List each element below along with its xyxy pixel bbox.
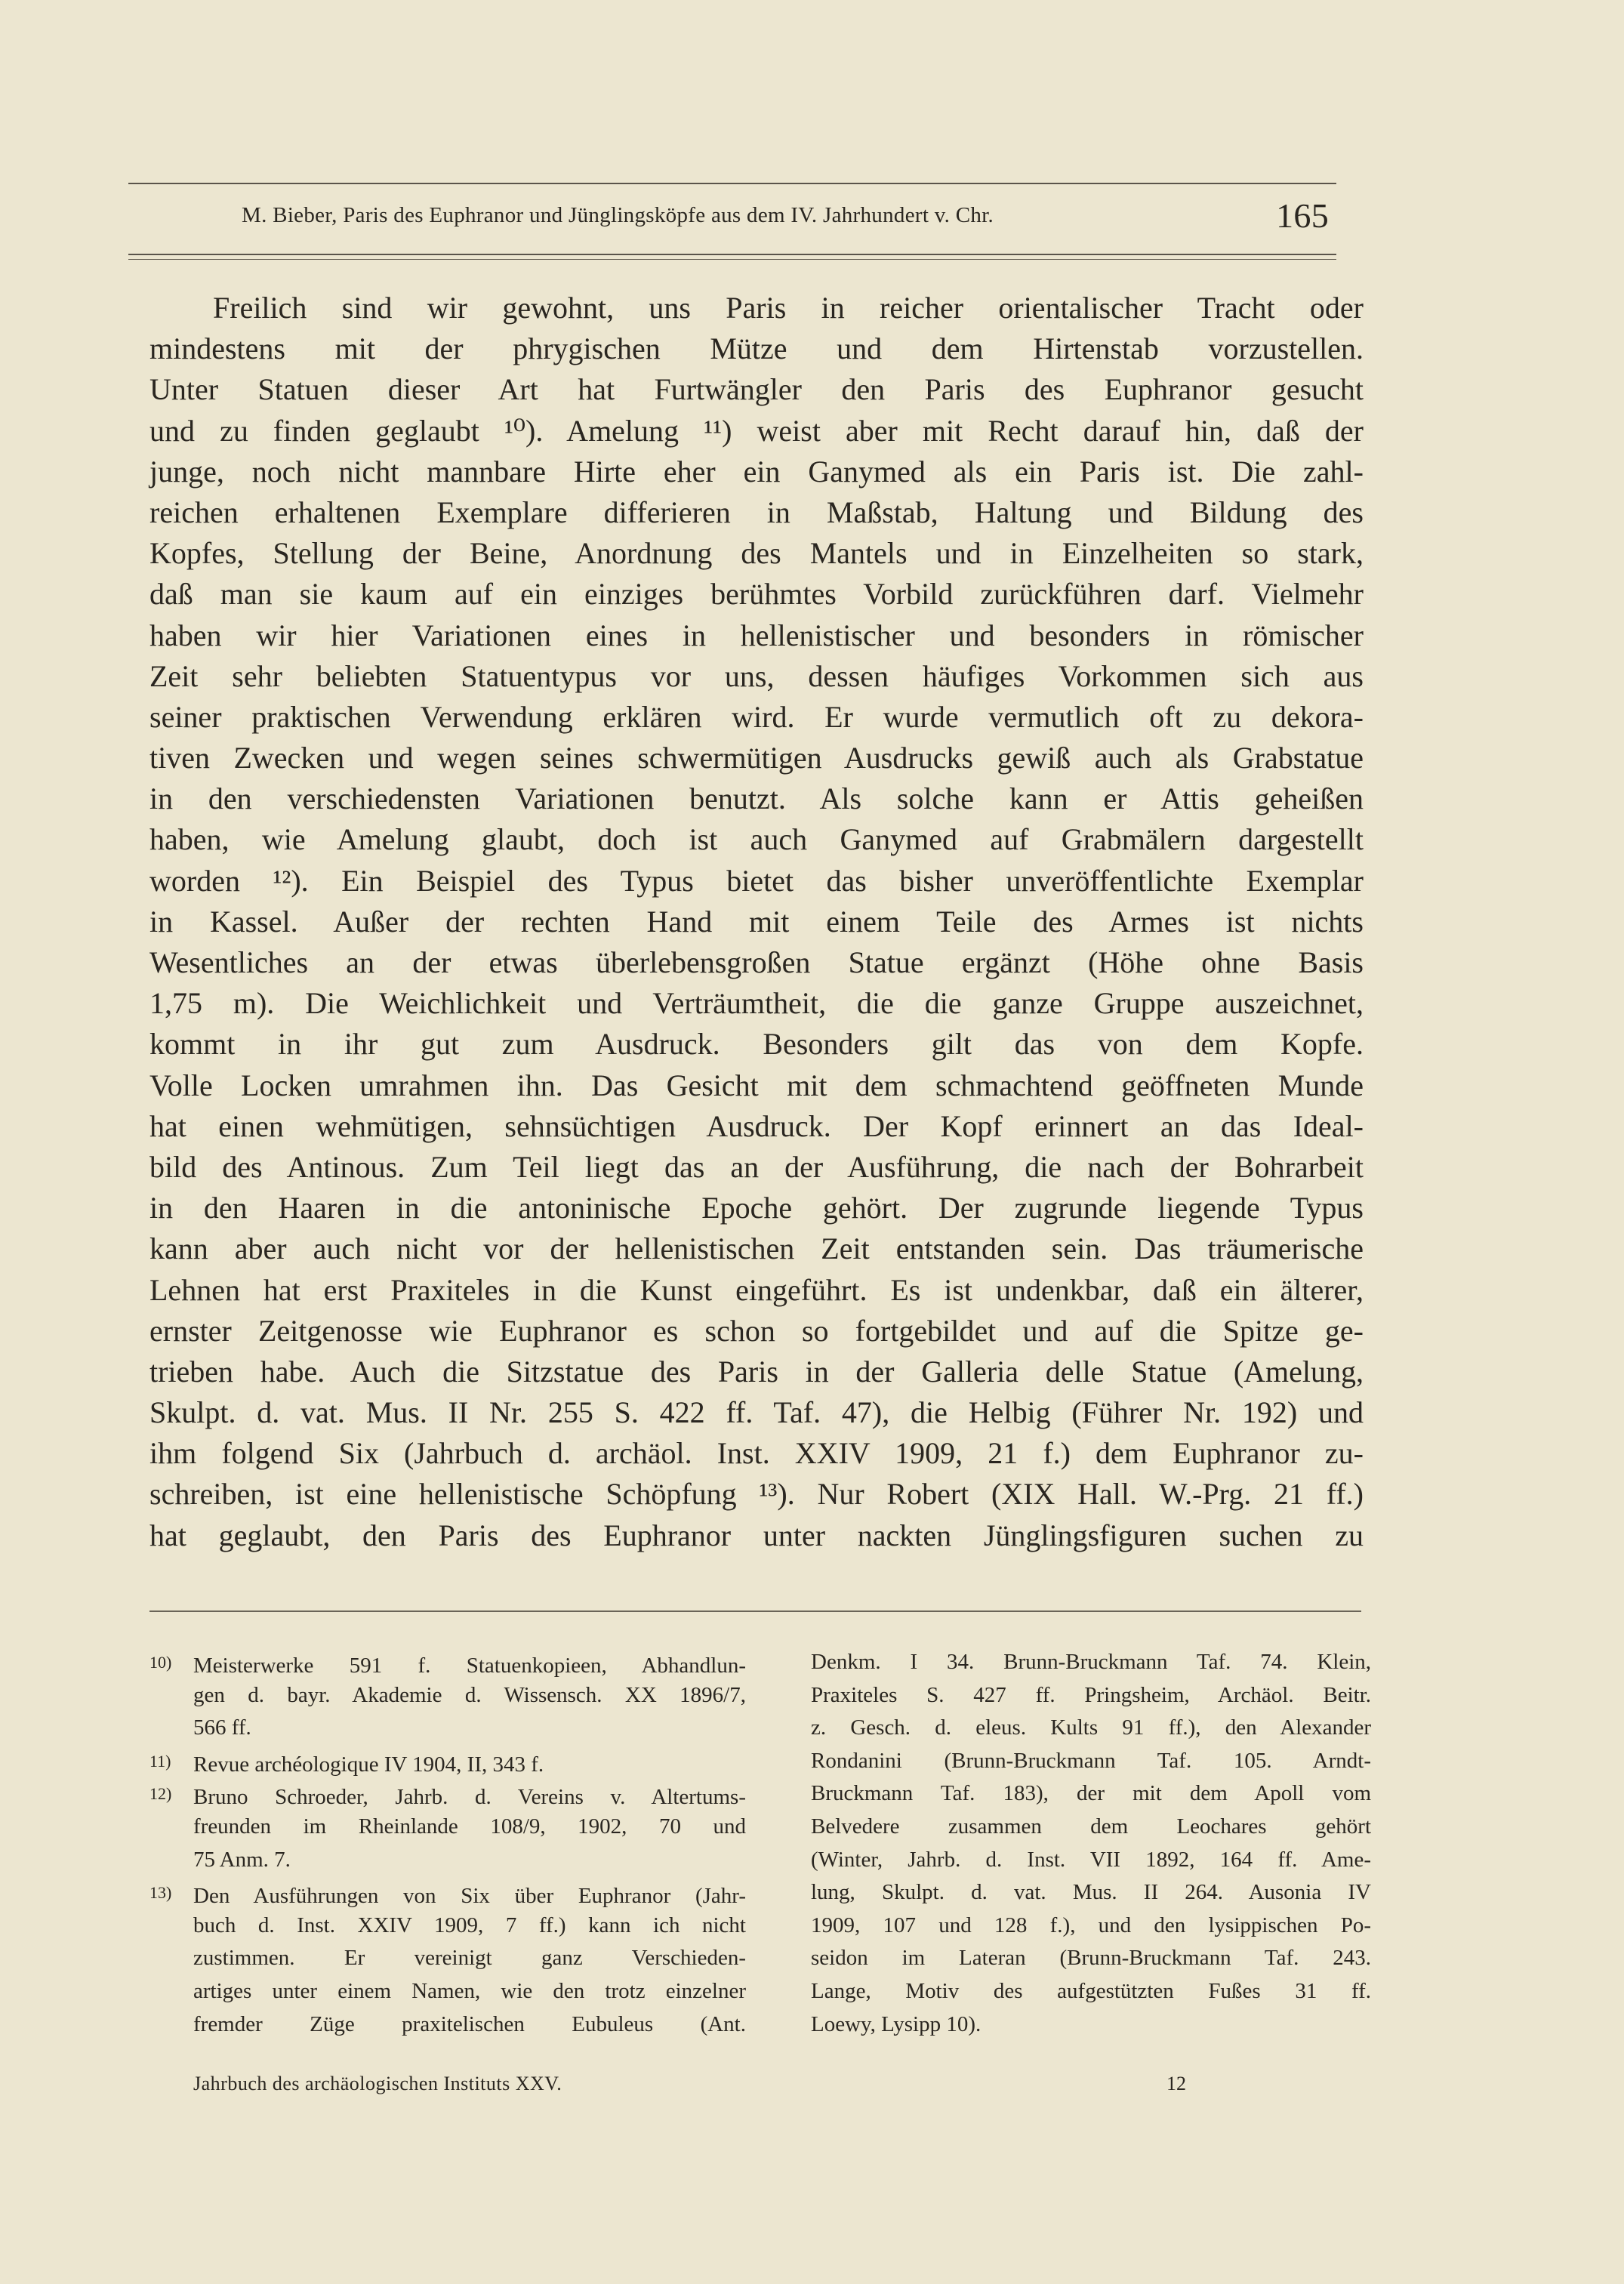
- footnote-line: [149, 1712, 746, 1745]
- text-line: haben wir hier Variationen eines in hellenistischer und besonders in römischer: [149, 618, 1364, 652]
- footnote-line: 1909, 107 und 128 f.), und den lysippischen Po-: [811, 1913, 1371, 1937]
- journal-footer: Jahrbuch des archäologischen Instituts XXV.: [193, 2073, 562, 2094]
- footnote-text: freunden im Rheinlande 108/9, 1902, 70 und: [193, 1814, 746, 1839]
- footnote-text: Meisterwerke 591 f. Statuenkopieen, Abhandlun-: [193, 1654, 746, 1678]
- text-line: mindestens mit der phrygischen Mütze und dem Hirtenstab vorzustellen.: [149, 331, 1364, 366]
- text-line: reichen erhaltenen Exemplare differieren in Maßstab, Haltung und Bildung des: [149, 495, 1364, 529]
- text-line: in den Haaren in die antoninische Epoche gehört. Der zugrunde liegende Typus: [149, 1191, 1364, 1225]
- text-line: Kopfes, Stellung der Beine, Anordnung des Mantels und in Einzelheiten so stark,: [149, 536, 1364, 571]
- footnote-line: Rondanini (Brunn-Bruckmann Taf. 105. Arndt-: [811, 1748, 1371, 1773]
- text-line: 1,75 m). Die Weichlichkeit und Verträumtheit, die die ganze Gruppe auszeichnet,: [149, 986, 1364, 1021]
- text-line: Lehnen hat erst Praxiteles in die Kunst eingeführt. Es ist undenkbar, daß ein älterer,: [149, 1272, 1364, 1307]
- text-line: ihm folgend Six (Jahrbuch d. archäol. Inst. XXIV 1909, 21 f.) dem Euphranor zu-: [149, 1436, 1364, 1471]
- header-rule-bottom-2: [128, 259, 1336, 260]
- footnotes-right-column: [811, 1646, 1371, 2041]
- text-line: seiner praktischen Verwendung erklären wird. Er wurde vermutlich oft zu dekora-: [149, 699, 1364, 734]
- footnote-text: zustimmen. Er vereinigt ganz Verschieden-: [193, 1946, 746, 1971]
- footnote-line: [149, 1909, 746, 1943]
- text-line: ernster Zeitgenosse wie Euphranor es schon so fortgebildet und auf die Spitze ge-: [149, 1313, 1364, 1348]
- footnote-text: buch d. Inst. XXIV 1909, 7 ff.) kann ich nicht: [193, 1913, 746, 1937]
- footnote-line: Praxiteles S. 427 ff. Pringsheim, Archäol. Beitr.: [811, 1682, 1371, 1707]
- footnote-line: z. Gesch. d. eleus. Kults 91 ff.), den Alexander: [811, 1715, 1371, 1740]
- footnote-line: [149, 2008, 746, 2042]
- footnote-marker: 10): [149, 1653, 172, 1672]
- footnote-line: [149, 1942, 746, 1975]
- text-line: Wesentliches an der etwas überlebensgroßen Statue ergänzt (Höhe ohne Basis: [149, 945, 1364, 979]
- footnote-line: Denkm. I 34. Brunn-Bruckmann Taf. 74. Klein,: [811, 1650, 1371, 1674]
- footnote-text: artiges unter einem Namen, wie den trotz einzelner: [193, 1978, 746, 2003]
- text-line: worden ¹²). Ein Beispiel des Typus bietet das bisher unveröffentlichte Exemplar: [149, 863, 1364, 898]
- text-line: Skulpt. d. vat. Mus. II Nr. 255 S. 422 ff. Taf. 47), die Helbig (Führer Nr. 192) und: [149, 1395, 1364, 1430]
- footnote-text: 75 Anm. 7.: [193, 1847, 291, 1872]
- footnote-text: Revue archéologique IV 1904, II, 343 f.: [193, 1752, 544, 1777]
- text-line: Volle Locken umrahmen ihn. Das Gesicht mit dem schmachtend geöffneten Munde: [149, 1068, 1364, 1102]
- footnote-marker: 12): [149, 1784, 172, 1804]
- text-line: daß man sie kaum auf ein einziges berühmtes Vorbild zurückführen darf. Vielmehr: [149, 577, 1364, 612]
- footnote-line: (Winter, Jahrb. d. Inst. VII 1892, 164 ff. Ame-: [811, 1847, 1371, 1872]
- footnotes-left-column: [149, 1646, 746, 2041]
- text-line: hat geglaubt, den Paris des Euphranor unter nackten Jünglingsfiguren suchen zu: [149, 1518, 1364, 1552]
- footnote-text: 566 ff.: [193, 1715, 251, 1740]
- footnote-line: [149, 1679, 746, 1712]
- footnote-line: [149, 1745, 746, 1778]
- footnote-line: Bruckmann Taf. 183), der mit dem Apoll vom: [811, 1781, 1371, 1806]
- running-title: M. Bieber, Paris des Euphranor und Jünglingsköpfe aus dem IV. Jahrhundert v. Chr.: [242, 202, 994, 227]
- footnote-text: Bruno Schroeder, Jahrb. d. Vereins v. Altertums-: [193, 1785, 746, 1810]
- text-line: in den verschiedensten Variationen benutzt. Als solche kann er Attis geheißen: [149, 781, 1364, 816]
- text-line: haben, wie Amelung glaubt, doch ist auch Ganymed auf Grabmälern dargestellt: [149, 822, 1364, 857]
- footnote-text: fremder Züge praxitelischen Eubuleus (Ant.: [193, 2011, 746, 2036]
- text-line: in Kassel. Außer der rechten Hand mit einem Teile des Armes ist nichts: [149, 904, 1364, 939]
- footnote-line: Loewy, Lysipp 10).: [811, 2011, 981, 2036]
- text-line: tiven Zwecken und wegen seines schwermütigen Ausdrucks gewiß auch als Grabstatue: [149, 741, 1364, 775]
- running-header: [128, 189, 1336, 242]
- text-line: bild des Antinous. Zum Teil liegt das an der Ausführung, die nach der Bohrarbeit: [149, 1149, 1364, 1184]
- footnote-text: Den Ausführungen von Six über Euphranor (Jahr-: [193, 1884, 746, 1909]
- header-rule-bottom-1: [128, 254, 1336, 255]
- text-line: Unter Statuen dieser Art hat Furtwängler den Paris des Euphranor gesucht: [149, 372, 1364, 407]
- header-rule-top: [128, 183, 1336, 184]
- text-line: trieben habe. Auch die Sitzstatue des Paris in der Galleria delle Statue (Amelung,: [149, 1354, 1364, 1389]
- footnote-line: seidon im Lateran (Brunn-Bruckmann Taf. 243.: [811, 1946, 1371, 1971]
- footnote-line: Belvedere zusammen dem Leochares gehört: [811, 1814, 1371, 1839]
- footnote-line: lung, Skulpt. d. vat. Mus. II 264. Ausonia IV: [811, 1880, 1371, 1905]
- footnote-line: Lange, Motiv des aufgestützten Fußes 31 ff.: [811, 1978, 1371, 2003]
- text-line: junge, noch nicht mannbare Hirte eher ein Ganymed als ein Paris ist. Die zahl-: [149, 454, 1364, 489]
- text-line: schreiben, ist eine hellenistische Schöpfung ¹³). Nur Robert (XIX Hall. W.-Prg. 21 ff.): [149, 1477, 1364, 1512]
- text-line: kommt in ihr gut zum Ausdruck. Besonders gilt das von dem Kopfe.: [149, 1027, 1364, 1062]
- footnote-line: [149, 1876, 746, 1909]
- footnote-text: gen d. bayr. Akademie d. Wissensch. XX 1896/7,: [193, 1682, 746, 1707]
- text-line: Zeit sehr beliebten Statuentypus vor uns, dessen häufiges Vorkommen sich aus: [149, 658, 1364, 693]
- footnote-line: [149, 1646, 746, 1679]
- text-line: hat einen wehmütigen, sehnsüchtigen Ausdruck. Der Kopf erinnert an das Ideal-: [149, 1108, 1364, 1143]
- page-number: 165: [1276, 196, 1329, 235]
- main-text: [149, 288, 1364, 1556]
- sheet-signature: 12: [1166, 2073, 1186, 2094]
- text-line: Freilich sind wir gewohnt, uns Paris in reicher orientalischer Tracht oder: [213, 291, 1364, 325]
- text-line: und zu finden geglaubt ¹⁰). Amelung ¹¹) weist aber mit Recht darauf hin, daß der: [149, 413, 1364, 448]
- footnote-marker: 11): [149, 1751, 171, 1771]
- footnote-line: [149, 1777, 746, 1811]
- footnote-rule: [149, 1611, 1361, 1612]
- footnote-marker: 13): [149, 1883, 172, 1903]
- footnote-line: [149, 1811, 746, 1844]
- text-line: kann aber auch nicht vor der hellenistischen Zeit entstanden sein. Das träumerische: [149, 1231, 1364, 1266]
- footnote-line: [149, 1975, 746, 2008]
- footnote-line: [149, 1844, 746, 1877]
